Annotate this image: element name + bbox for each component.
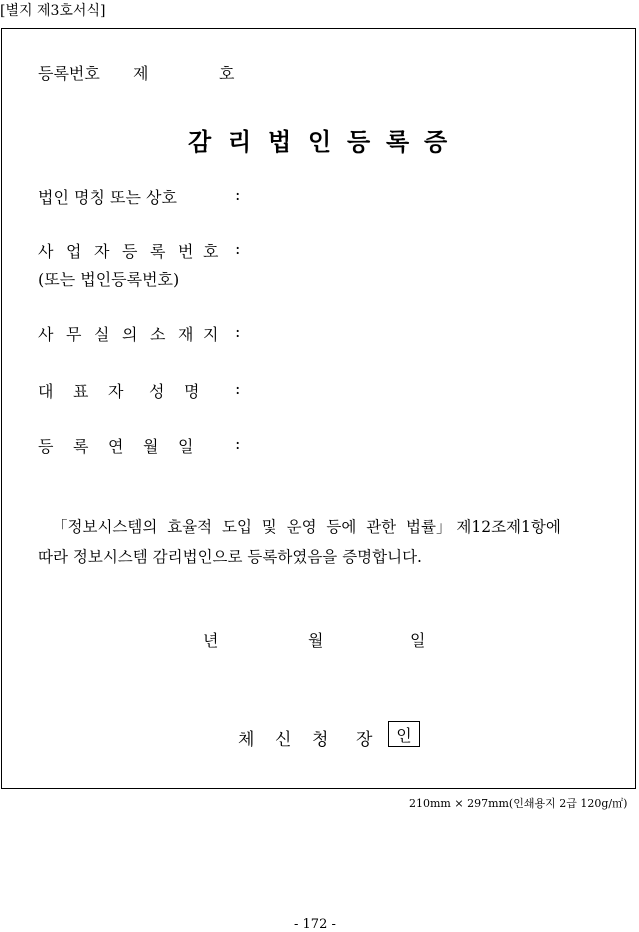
field-office-char: 지 xyxy=(203,325,219,344)
title-char: 법 xyxy=(268,127,292,156)
issuer-char: 장 xyxy=(356,730,373,750)
field-biz-no-sub: (또는 법인등록번호) xyxy=(38,270,180,289)
field-rep-char: 명 xyxy=(184,382,200,401)
field-biz-no-char: 업 xyxy=(66,242,82,261)
field-biz-no-char: 록 xyxy=(150,242,166,261)
title-char: 증 xyxy=(424,127,448,156)
statement-line-1: 「정보시스템의 효율적 도입 및 운영 등에 관한 법률」 제12조제1항에 xyxy=(52,518,561,536)
field-date-char: 등 xyxy=(38,437,54,456)
reg-number-prefix: 제 xyxy=(133,64,149,83)
field-office-char: 의 xyxy=(122,325,138,344)
title-char: 리 xyxy=(228,127,252,156)
field-colon: : xyxy=(235,239,241,258)
reg-number-suffix: 호 xyxy=(219,64,235,83)
field-colon: : xyxy=(235,185,241,204)
field-date-char: 록 xyxy=(73,437,89,456)
field-date-char: 일 xyxy=(178,437,194,456)
field-biz-no-char: 자 xyxy=(94,242,110,261)
field-date-char: 월 xyxy=(143,437,159,456)
field-colon: : xyxy=(235,434,241,453)
field-biz-no-char: 사 xyxy=(38,242,54,261)
issuer-char: 신 xyxy=(275,730,292,750)
field-rep-char: 성 xyxy=(149,382,165,401)
date-month: 월 xyxy=(308,631,324,650)
title-char: 인 xyxy=(308,127,332,156)
field-rep-char: 표 xyxy=(73,382,89,401)
issuer-char: 청 xyxy=(312,730,329,750)
page-number: - 172 - xyxy=(294,917,336,932)
date-day: 일 xyxy=(410,631,426,650)
field-colon: : xyxy=(235,322,241,341)
title-char: 록 xyxy=(386,127,410,156)
seal-box xyxy=(388,721,420,747)
field-office-char: 소 xyxy=(150,325,166,344)
field-colon: : xyxy=(235,379,241,398)
field-office-char: 무 xyxy=(66,325,82,344)
seal-label: 인 xyxy=(396,725,412,745)
paper-spec: 210mm × 297mm(인쇄용지 2급 120g/㎡) xyxy=(409,797,628,810)
form-header: [별지 제3호서식] xyxy=(0,3,106,19)
field-office-char: 재 xyxy=(178,325,194,344)
field-corp-name-label: 법인 명칭 또는 상호 xyxy=(38,188,177,207)
field-date-char: 연 xyxy=(108,437,124,456)
field-biz-no-char: 호 xyxy=(203,242,219,261)
field-rep-char: 자 xyxy=(108,382,124,401)
field-office-char: 사 xyxy=(38,325,54,344)
title-char: 감 xyxy=(188,127,212,156)
field-biz-no-char: 번 xyxy=(178,242,194,261)
field-biz-no-char: 등 xyxy=(122,242,138,261)
statement-line-2: 따라 정보시스템 감리법인으로 등록하였음을 증명합니다. xyxy=(38,548,422,566)
title-char: 등 xyxy=(347,127,371,156)
field-rep-char: 대 xyxy=(38,382,54,401)
reg-number-label: 등록번호 xyxy=(38,64,100,83)
date-year: 년 xyxy=(203,631,219,650)
issuer-char: 체 xyxy=(238,730,255,750)
field-office-char: 실 xyxy=(94,325,110,344)
